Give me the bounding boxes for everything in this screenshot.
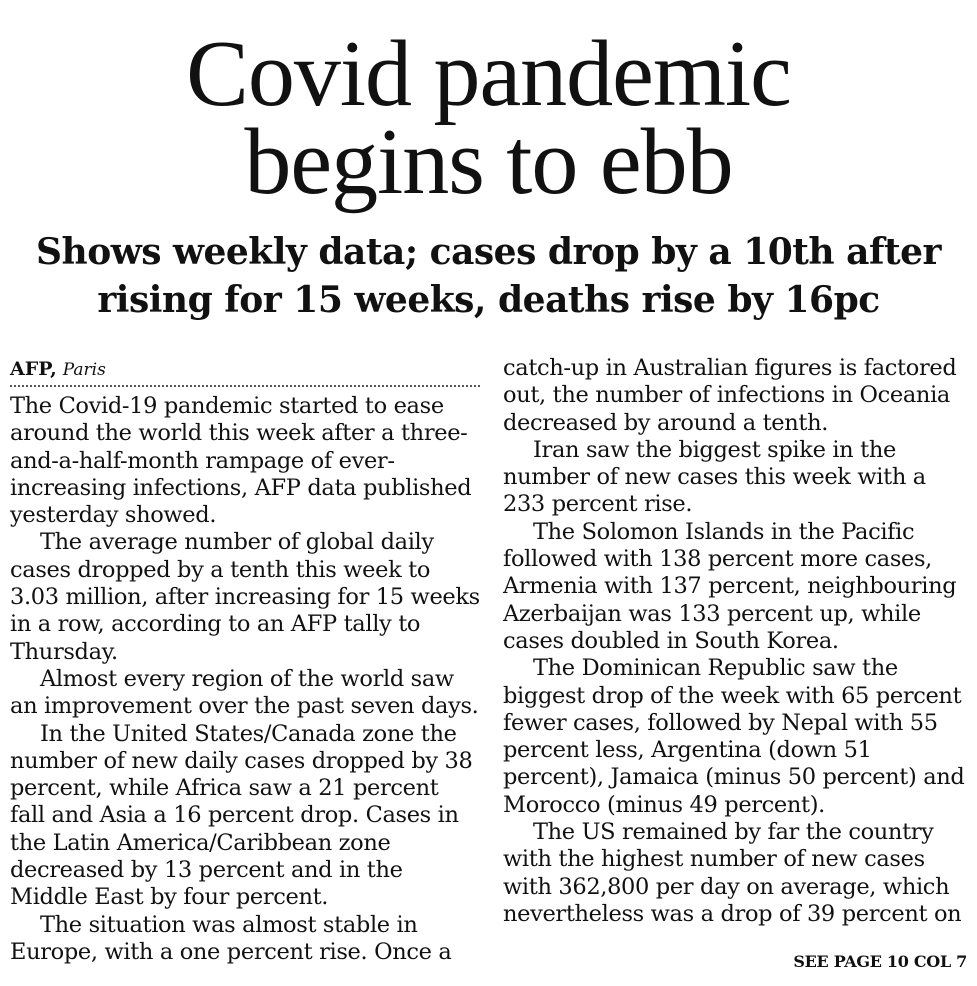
paragraph: The Dominican Republic saw the biggest drop of the week with 65 percent fewer cases, followed by Nepal with 55 percent less, Argentina (down 51 percent), Jamaica (minus 50 percent) and Morocco (minus 49 percent).	[503, 655, 965, 818]
subheadline-line-2: rising for 15 weeks, deaths rise by 16pc	[97, 279, 880, 321]
article-body-right	[503, 355, 973, 928]
byline-agency: AFP	[10, 358, 51, 380]
paragraph: Iran saw the biggest spike in the number of new cases this week with a 233 percent rise.	[503, 436, 926, 518]
article-body-left	[10, 393, 480, 966]
paragraph: The US remained by far the country with the highest number of new cases with 362,800 per day on average, which nevertheless was a drop of 39 percent on	[503, 819, 962, 927]
article-column-left	[10, 355, 480, 966]
paragraph: The Covid-19 pandemic started to ease around the world this week after a three-and-a-half-month rampage of ever-increasing infections, AFP data published yesterday showed.	[10, 393, 472, 529]
paragraph: In the United States/Canada zone the number of new daily cases dropped by 38 percent, while Africa saw a 21 percent fall and Asia a 16 percent drop. Cases in the Latin America/Caribbean zone decreased by 13 percent and in the Middle East by four percent.	[10, 720, 473, 911]
article-column-right	[503, 355, 973, 928]
jump-line: SEE PAGE 10 COL 7	[793, 952, 967, 971]
headline-line-1: Covid pandemic	[186, 22, 791, 126]
paragraph: Almost every region of the world saw an improvement over the past seven days.	[10, 665, 479, 720]
headline-line-2: begins to ebb	[244, 110, 733, 214]
byline-separator: ,	[50, 358, 57, 380]
subheadline-line-1: Shows weekly data; cases drop by a 10th after	[36, 231, 941, 273]
dateline	[10, 355, 480, 387]
paragraph: catch-up in Australian figures is factored out, the number of infections in Oceania decreased by around a tenth.	[503, 355, 957, 436]
paragraph: The Solomon Islands in the Pacific followed with 138 percent more cases, Armenia with 137 percent, neighbouring Azerbaijan was 133 percent up, while cases doubled in South Korea.	[503, 518, 957, 654]
paragraph: The average number of global daily cases dropped by a tenth this week to 3.03 million, after increasing for 15 weeks in a row, according to an AFP tally to Thursday.	[10, 529, 480, 665]
byline-place: Paris	[62, 360, 106, 380]
paragraph: The situation was almost stable in Europe, with a one percent rise. Once a	[10, 911, 452, 965]
